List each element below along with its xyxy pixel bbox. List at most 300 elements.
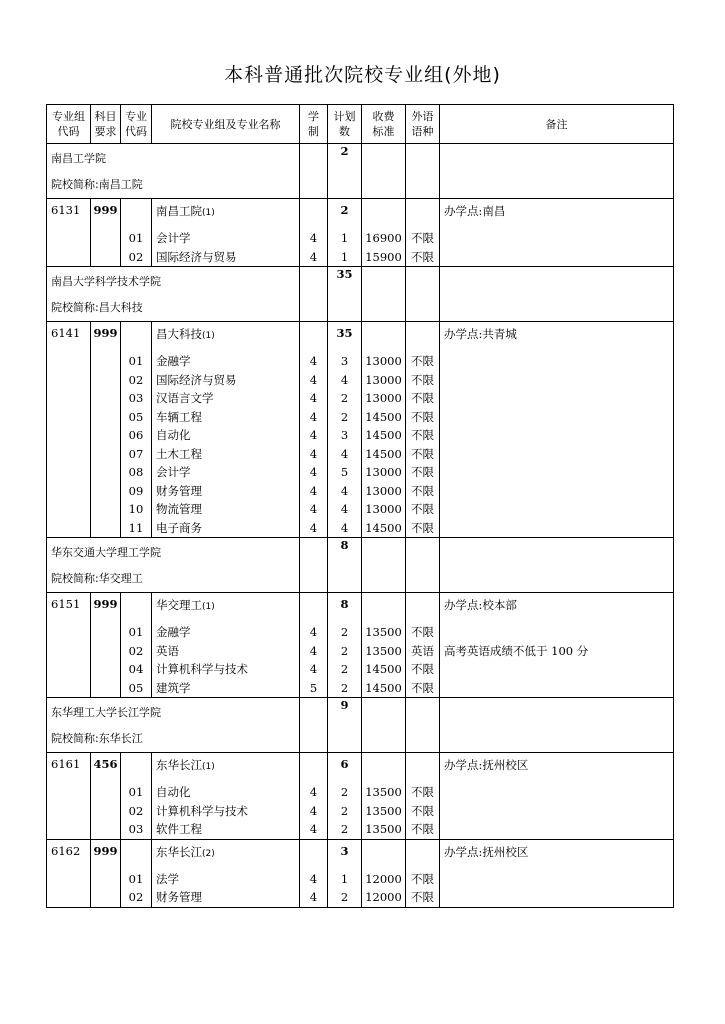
empty-cell (440, 566, 674, 593)
major-name: 法学 (152, 870, 300, 889)
empty-cell (406, 267, 440, 296)
major-row (47, 463, 674, 482)
major-code: 06 (121, 426, 152, 445)
major-code: 01 (121, 870, 152, 889)
major-name: 软件工程 (152, 820, 300, 839)
major-code: 02 (121, 802, 152, 821)
major-language: 不限 (406, 371, 440, 390)
table-body (47, 144, 674, 908)
empty-cell (440, 144, 674, 173)
major-language: 不限 (406, 500, 440, 519)
group-note: 办学点:抚州校区 (440, 753, 674, 784)
empty-cell (47, 408, 91, 427)
admissions-table (46, 104, 674, 908)
empty-cell (47, 445, 91, 464)
major-row (47, 870, 674, 889)
empty-cell (91, 802, 121, 821)
major-note (440, 426, 674, 445)
empty-cell (47, 623, 91, 642)
major-years: 4 (300, 802, 328, 821)
empty-cell (121, 322, 152, 353)
header-name: 院校专业组及专业名称 (152, 105, 300, 144)
major-code: 08 (121, 463, 152, 482)
major-note (440, 519, 674, 538)
major-fee: 12000 (362, 888, 406, 907)
major-code: 11 (121, 519, 152, 538)
group-number: (2) (202, 848, 215, 859)
major-fee: 13500 (362, 820, 406, 839)
empty-cell (362, 566, 406, 593)
major-note (440, 820, 674, 839)
institution-plan: 2 (328, 144, 362, 173)
empty-cell (328, 566, 362, 593)
major-language: 不限 (406, 820, 440, 839)
empty-cell (300, 322, 328, 353)
empty-cell (91, 660, 121, 679)
major-plan: 2 (328, 783, 362, 802)
major-row (47, 642, 674, 661)
institution-row (47, 538, 674, 567)
major-years: 4 (300, 642, 328, 661)
empty-cell (362, 199, 406, 230)
major-code: 02 (121, 642, 152, 661)
group-name-text: 南昌工院 (156, 204, 202, 218)
major-language: 不限 (406, 888, 440, 907)
empty-cell (91, 426, 121, 445)
empty-cell (406, 753, 440, 784)
header-major-code: 专业 代码 (121, 105, 152, 144)
major-note (440, 870, 674, 889)
major-name: 建筑学 (152, 679, 300, 698)
empty-cell (406, 144, 440, 173)
institution-name: 南昌大学科学技术学院 (47, 267, 300, 296)
major-name: 金融学 (152, 623, 300, 642)
empty-cell (406, 726, 440, 753)
empty-cell (300, 753, 328, 784)
empty-cell (362, 753, 406, 784)
group-name (152, 322, 300, 353)
major-name: 国际经济与贸易 (152, 371, 300, 390)
major-row (47, 519, 674, 538)
major-note (440, 482, 674, 501)
group-name-text: 东华长江 (156, 844, 202, 859)
major-code: 02 (121, 888, 152, 907)
major-note (440, 500, 674, 519)
institution-name: 南昌工学院 (47, 144, 300, 173)
empty-cell (300, 698, 328, 727)
empty-cell (47, 660, 91, 679)
major-language: 不限 (406, 660, 440, 679)
empty-cell (328, 726, 362, 753)
empty-cell (406, 295, 440, 322)
empty-cell (440, 726, 674, 753)
major-language: 不限 (406, 445, 440, 464)
empty-cell (91, 229, 121, 248)
major-language: 不限 (406, 679, 440, 698)
major-name: 国际经济与贸易 (152, 248, 300, 267)
empty-cell (362, 726, 406, 753)
empty-cell (91, 642, 121, 661)
group-name-text: 昌大科技 (156, 327, 202, 341)
group-row (47, 839, 674, 870)
major-row (47, 408, 674, 427)
empty-cell (121, 199, 152, 230)
major-plan: 2 (328, 679, 362, 698)
institution-short-row (47, 726, 674, 753)
empty-cell (406, 538, 440, 567)
group-number: (1) (202, 331, 215, 341)
major-years: 4 (300, 482, 328, 501)
institution-short-name: 院校简称:华交理工 (47, 566, 300, 593)
empty-cell (47, 229, 91, 248)
empty-cell (91, 888, 121, 907)
empty-cell (362, 144, 406, 173)
major-note (440, 888, 674, 907)
major-note (440, 408, 674, 427)
major-name: 会计学 (152, 463, 300, 482)
group-code: 6162 (47, 839, 91, 870)
major-note (440, 660, 674, 679)
subject-requirement: 999 (91, 322, 121, 353)
major-note (440, 463, 674, 482)
major-code: 09 (121, 482, 152, 501)
empty-cell (300, 144, 328, 173)
major-years: 4 (300, 371, 328, 390)
major-note: 高考英语成绩不低于 100 分 (440, 642, 674, 661)
header-subject-req: 科目 要求 (91, 105, 121, 144)
institution-name: 华东交通大学理工学院 (47, 538, 300, 567)
major-fee: 13000 (362, 463, 406, 482)
institution-short-row (47, 295, 674, 322)
major-name: 财务管理 (152, 888, 300, 907)
major-code: 05 (121, 679, 152, 698)
empty-cell (91, 519, 121, 538)
major-fee: 14500 (362, 679, 406, 698)
subject-requirement: 999 (91, 839, 121, 870)
major-fee: 16900 (362, 229, 406, 248)
major-plan: 4 (328, 519, 362, 538)
major-years: 4 (300, 408, 328, 427)
major-language: 不限 (406, 482, 440, 501)
institution-short-name: 院校简称:南昌工院 (47, 172, 300, 199)
major-fee: 13000 (362, 371, 406, 390)
institution-plan: 35 (328, 267, 362, 296)
group-number: (1) (202, 762, 215, 772)
group-code: 6141 (47, 322, 91, 353)
major-language: 英语 (406, 642, 440, 661)
major-name: 汉语言文学 (152, 389, 300, 408)
empty-cell (440, 698, 674, 727)
empty-cell (328, 295, 362, 322)
major-name: 车辆工程 (152, 408, 300, 427)
empty-cell (91, 500, 121, 519)
major-fee: 13500 (362, 783, 406, 802)
institution-row (47, 144, 674, 173)
major-code: 10 (121, 500, 152, 519)
empty-cell (91, 482, 121, 501)
major-language: 不限 (406, 870, 440, 889)
empty-cell (47, 426, 91, 445)
subject-requirement: 456 (91, 753, 121, 784)
major-language: 不限 (406, 519, 440, 538)
empty-cell (91, 352, 121, 371)
empty-cell (440, 538, 674, 567)
group-name (152, 199, 300, 230)
empty-cell (47, 371, 91, 390)
header-language: 外语 语种 (406, 105, 440, 144)
major-plan: 1 (328, 248, 362, 267)
major-row (47, 888, 674, 907)
group-name-text: 东华长江 (156, 758, 202, 772)
empty-cell (47, 500, 91, 519)
major-language: 不限 (406, 463, 440, 482)
major-code: 05 (121, 408, 152, 427)
empty-cell (406, 322, 440, 353)
major-years: 4 (300, 445, 328, 464)
empty-cell (362, 698, 406, 727)
major-plan: 1 (328, 229, 362, 248)
major-plan: 3 (328, 352, 362, 371)
major-name: 土木工程 (152, 445, 300, 464)
major-language: 不限 (406, 426, 440, 445)
empty-cell (300, 538, 328, 567)
major-fee: 13500 (362, 802, 406, 821)
major-years: 4 (300, 229, 328, 248)
group-note: 办学点:南昌 (440, 199, 674, 230)
major-plan: 1 (328, 870, 362, 889)
institution-short-name: 院校简称:昌大科技 (47, 295, 300, 322)
major-years: 4 (300, 623, 328, 642)
institution-short-row (47, 566, 674, 593)
major-plan: 4 (328, 500, 362, 519)
empty-cell (362, 295, 406, 322)
header-note: 备注 (440, 105, 674, 144)
empty-cell (47, 783, 91, 802)
group-note: 办学点:抚州校区 (440, 839, 674, 870)
major-language: 不限 (406, 408, 440, 427)
major-name: 金融学 (152, 352, 300, 371)
major-plan: 5 (328, 463, 362, 482)
major-code: 01 (121, 352, 152, 371)
major-plan: 2 (328, 642, 362, 661)
header-years: 学 制 (300, 105, 328, 144)
major-plan: 4 (328, 482, 362, 501)
empty-cell (91, 408, 121, 427)
major-note (440, 783, 674, 802)
header-group-code: 专业组 代码 (47, 105, 91, 144)
major-note (440, 445, 674, 464)
group-row (47, 593, 674, 624)
major-years: 4 (300, 248, 328, 267)
empty-cell (300, 267, 328, 296)
empty-cell (47, 389, 91, 408)
major-row (47, 371, 674, 390)
major-plan: 4 (328, 445, 362, 464)
major-note (440, 802, 674, 821)
major-row (47, 482, 674, 501)
major-name: 会计学 (152, 229, 300, 248)
major-note (440, 371, 674, 390)
major-name: 自动化 (152, 426, 300, 445)
page-title: 本科普通批次院校专业组(外地) (224, 64, 501, 86)
group-name-text: 华交理工 (156, 598, 202, 612)
group-number: (1) (202, 208, 215, 218)
empty-cell (440, 295, 674, 322)
empty-cell (91, 623, 121, 642)
major-language: 不限 (406, 229, 440, 248)
empty-cell (47, 888, 91, 907)
major-name: 自动化 (152, 783, 300, 802)
empty-cell (328, 172, 362, 199)
empty-cell (406, 839, 440, 870)
major-row (47, 660, 674, 679)
empty-cell (121, 753, 152, 784)
major-fee: 14500 (362, 426, 406, 445)
major-code: 01 (121, 229, 152, 248)
major-fee: 13500 (362, 642, 406, 661)
subject-requirement: 999 (91, 199, 121, 230)
major-name: 计算机科学与技术 (152, 802, 300, 821)
major-code: 02 (121, 248, 152, 267)
empty-cell (300, 593, 328, 624)
major-code: 01 (121, 783, 152, 802)
major-fee: 13000 (362, 500, 406, 519)
major-name: 财务管理 (152, 482, 300, 501)
major-code: 02 (121, 371, 152, 390)
empty-cell (91, 371, 121, 390)
empty-cell (91, 389, 121, 408)
empty-cell (440, 172, 674, 199)
major-years: 4 (300, 783, 328, 802)
group-code: 6161 (47, 753, 91, 784)
major-note (440, 389, 674, 408)
empty-cell (47, 482, 91, 501)
empty-cell (300, 295, 328, 322)
major-code: 03 (121, 820, 152, 839)
major-row (47, 820, 674, 839)
major-plan: 4 (328, 371, 362, 390)
major-plan: 2 (328, 660, 362, 679)
group-name (152, 593, 300, 624)
empty-cell (406, 199, 440, 230)
major-row (47, 623, 674, 642)
major-name: 物流管理 (152, 500, 300, 519)
group-plan: 35 (328, 322, 362, 353)
institution-short-name: 院校简称:东华长江 (47, 726, 300, 753)
table-header-row (47, 105, 674, 144)
major-fee: 14500 (362, 660, 406, 679)
group-plan: 8 (328, 593, 362, 624)
major-fee: 14500 (362, 519, 406, 538)
empty-cell (300, 566, 328, 593)
header-fee: 收费 标准 (362, 105, 406, 144)
empty-cell (47, 870, 91, 889)
major-years: 4 (300, 870, 328, 889)
empty-cell (406, 172, 440, 199)
major-name: 英语 (152, 642, 300, 661)
major-years: 4 (300, 389, 328, 408)
empty-cell (406, 566, 440, 593)
empty-cell (47, 802, 91, 821)
major-years: 4 (300, 888, 328, 907)
major-fee: 13000 (362, 482, 406, 501)
empty-cell (362, 839, 406, 870)
major-code: 04 (121, 660, 152, 679)
major-years: 4 (300, 352, 328, 371)
empty-cell (440, 267, 674, 296)
major-code: 07 (121, 445, 152, 464)
empty-cell (300, 839, 328, 870)
major-row (47, 426, 674, 445)
empty-cell (91, 445, 121, 464)
major-language: 不限 (406, 623, 440, 642)
empty-cell (47, 642, 91, 661)
empty-cell (362, 267, 406, 296)
major-plan: 2 (328, 623, 362, 642)
empty-cell (362, 593, 406, 624)
major-row (47, 248, 674, 267)
major-plan: 2 (328, 408, 362, 427)
major-note (440, 679, 674, 698)
group-name (152, 753, 300, 784)
group-code: 6151 (47, 593, 91, 624)
major-note (440, 229, 674, 248)
empty-cell (47, 679, 91, 698)
empty-cell (47, 248, 91, 267)
major-name: 计算机科学与技术 (152, 660, 300, 679)
major-plan: 2 (328, 389, 362, 408)
empty-cell (91, 820, 121, 839)
group-row (47, 199, 674, 230)
empty-cell (300, 199, 328, 230)
major-row (47, 783, 674, 802)
major-row (47, 500, 674, 519)
empty-cell (47, 352, 91, 371)
major-plan: 2 (328, 802, 362, 821)
empty-cell (47, 463, 91, 482)
empty-cell (91, 679, 121, 698)
major-row (47, 389, 674, 408)
header-plan: 计划 数 (328, 105, 362, 144)
major-note (440, 248, 674, 267)
major-row (47, 679, 674, 698)
empty-cell (91, 870, 121, 889)
group-note: 办学点:共青城 (440, 322, 674, 353)
major-row (47, 445, 674, 464)
empty-cell (121, 593, 152, 624)
empty-cell (91, 248, 121, 267)
group-name (152, 839, 300, 870)
major-row (47, 229, 674, 248)
group-plan: 2 (328, 199, 362, 230)
major-language: 不限 (406, 802, 440, 821)
empty-cell (300, 172, 328, 199)
empty-cell (121, 839, 152, 870)
group-note: 办学点:校本部 (440, 593, 674, 624)
major-years: 4 (300, 500, 328, 519)
group-plan: 3 (328, 839, 362, 870)
major-language: 不限 (406, 389, 440, 408)
institution-short-row (47, 172, 674, 199)
group-code: 6131 (47, 199, 91, 230)
major-fee: 13500 (362, 623, 406, 642)
empty-cell (362, 322, 406, 353)
major-years: 4 (300, 426, 328, 445)
empty-cell (406, 593, 440, 624)
major-language: 不限 (406, 248, 440, 267)
major-years: 4 (300, 660, 328, 679)
major-fee: 13000 (362, 389, 406, 408)
